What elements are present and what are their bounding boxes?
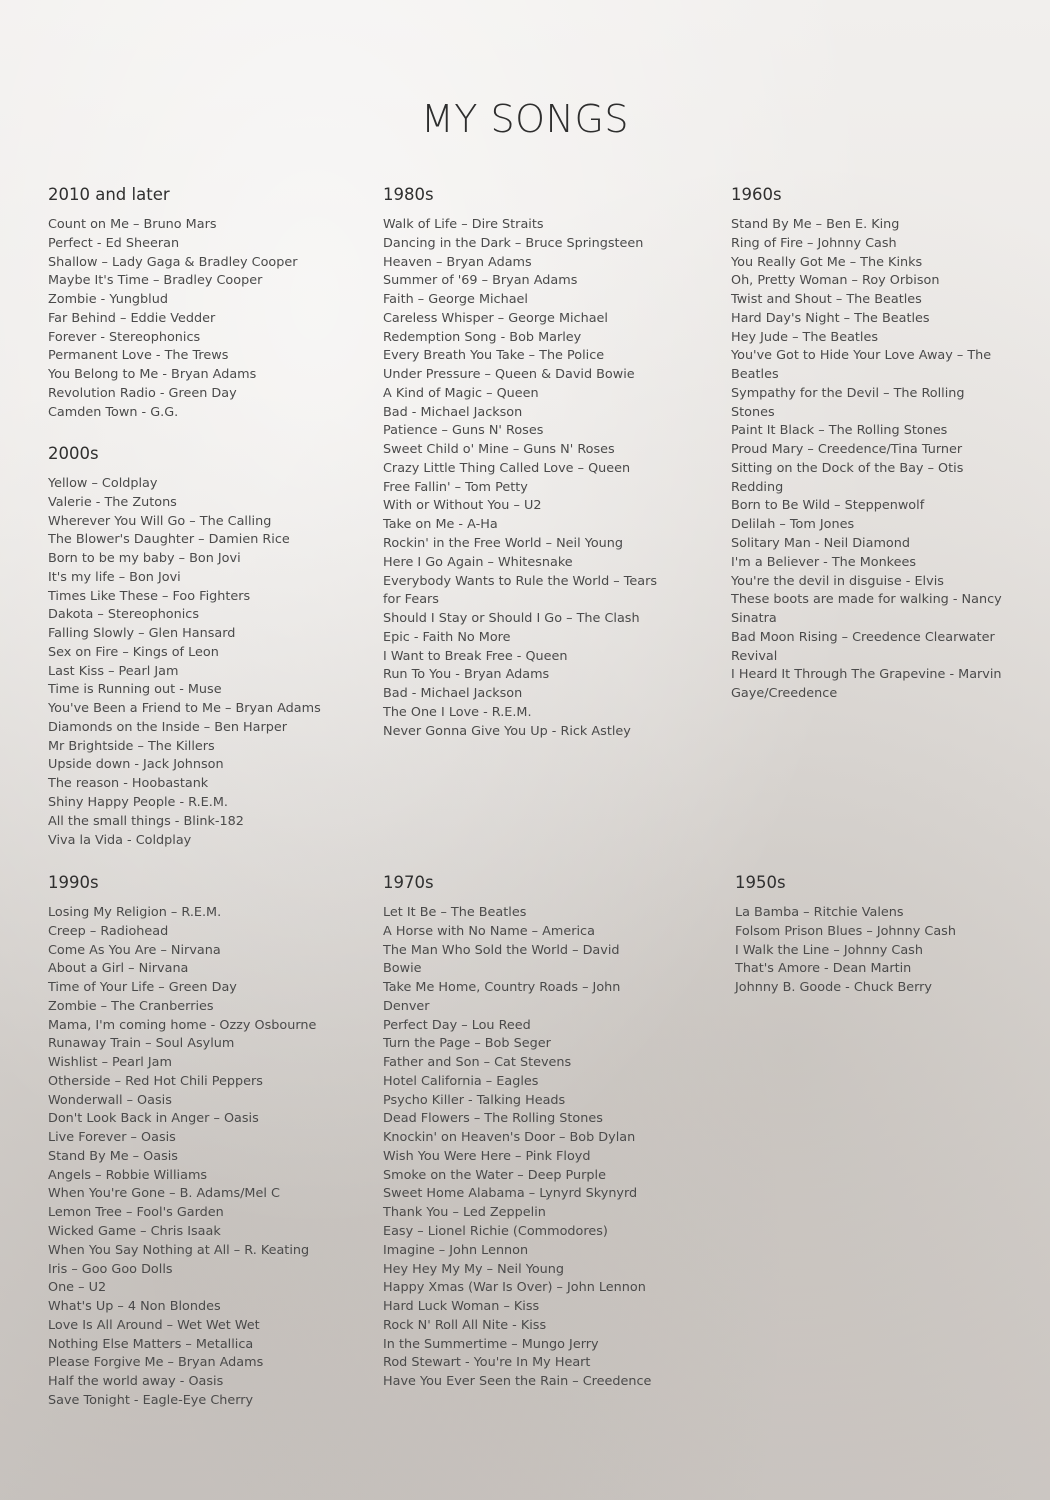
song-item: I'm a Believer - The Monkees	[731, 554, 917, 570]
section-1950s	[735, 872, 1010, 998]
song-item: Let It Be – The Beatles	[383, 905, 527, 920]
song-item: In the Summertime – Mungo Jerry	[383, 1336, 599, 1352]
song-list	[735, 904, 1010, 998]
song-item: Forever - Stereophonics	[48, 329, 201, 345]
section-heading: 1950s	[735, 873, 786, 892]
song-item: Twist and Shout – The Beatles	[731, 292, 922, 308]
song-item: Hotel California – Eagles	[383, 1073, 539, 1089]
song-list	[383, 904, 658, 1392]
song-item: Come As You Are – Nirvana	[48, 942, 221, 958]
section-1990s	[48, 872, 348, 1411]
song-item: Every Breath You Take – The Police	[383, 348, 605, 364]
song-item: Valerie - The Zutons	[48, 494, 177, 510]
song-item: The One I Love - R.E.M.	[383, 704, 532, 720]
song-item: Easy – Lionel Richie (Commodores)	[383, 1224, 608, 1240]
song-item: Run To You - Bryan Adams	[383, 667, 550, 683]
song-item: Far Behind – Eddie Vedder	[48, 310, 216, 326]
song-item: Revolution Radio - Green Day	[48, 385, 237, 401]
song-item: Crazy Little Thing Called Love – Queen	[383, 460, 631, 476]
song-item: Runaway Train – Soul Asylum	[48, 1036, 235, 1052]
section-heading: 2010 and later	[48, 185, 170, 204]
song-item: You Really Got Me – The Kinks	[731, 254, 923, 270]
song-item: Wishlist – Pearl Jam	[48, 1055, 172, 1071]
section-2000s	[48, 443, 348, 850]
song-item: Turn the Page – Bob Seger	[383, 1036, 551, 1052]
song-item: Permanent Love - The Trews	[48, 348, 229, 364]
song-item: Father and Son – Cat Stevens	[383, 1055, 572, 1071]
song-item: Yellow – Coldplay	[48, 476, 158, 491]
song-item: Never Gonna Give You Up - Rick Astley	[383, 723, 631, 739]
song-item: Take on Me - A-Ha	[383, 517, 498, 533]
song-item: When You're Gone – B. Adams/Mel C	[48, 1186, 280, 1202]
song-item: Born to be my baby – Bon Jovi	[48, 551, 241, 567]
song-item: Losing My Religion – R.E.M.	[48, 905, 222, 920]
song-item: Proud Mary – Creedence/Tina Turner	[731, 442, 963, 458]
song-item: Should I Stay or Should I Go – The Clash	[383, 611, 640, 627]
song-list	[48, 216, 348, 422]
song-item: Upside down - Jack Johnson	[48, 757, 224, 773]
song-item: Sweet Child o' Mine – Guns N' Roses	[383, 442, 615, 458]
song-item: Rockin' in the Free World – Neil Young	[383, 536, 623, 552]
song-item: I Heard It Through The Grapevine - Marvin Gaye/Creedence	[731, 667, 1002, 702]
song-item: Rod Stewart - You're In My Heart	[383, 1355, 591, 1371]
song-item: Delilah – Tom Jones	[731, 517, 855, 533]
song-item: Time of Your Life – Green Day	[48, 980, 237, 996]
song-item: A Horse with No Name – America	[383, 923, 595, 939]
song-item: Solitary Man - Neil Diamond	[731, 536, 910, 552]
song-item: When You Say Nothing at All – R. Keating	[48, 1242, 310, 1258]
song-list	[383, 216, 658, 741]
song-item: Under Pressure – Queen & David Bowie	[383, 367, 635, 383]
song-item: Please Forgive Me – Bryan Adams	[48, 1355, 264, 1371]
song-item: Otherside – Red Hot Chili Peppers	[48, 1073, 263, 1089]
song-item: Stand By Me – Ben E. King	[731, 217, 900, 232]
song-list	[48, 904, 348, 1411]
song-list	[48, 475, 348, 850]
song-item: Thank You – Led Zeppelin	[383, 1205, 546, 1221]
song-item: Iris – Goo Goo Dolls	[48, 1261, 173, 1277]
song-item: Summer of '69 – Bryan Adams	[383, 273, 578, 289]
song-item: Rock N' Roll All Nite - Kiss	[383, 1317, 547, 1333]
song-item: You Belong to Me - Bryan Adams	[48, 367, 257, 383]
song-item: Creep – Radiohead	[48, 923, 169, 939]
song-item: Angels – Robbie Williams	[48, 1167, 208, 1183]
song-item: Imagine – John Lennon	[383, 1242, 529, 1258]
song-item: Free Fallin' – Tom Petty	[383, 479, 528, 495]
song-item: Don't Look Back in Anger – Oasis	[48, 1111, 259, 1127]
song-item: Oh, Pretty Woman – Roy Orbison	[731, 273, 940, 289]
song-item: Stand By Me – Oasis	[48, 1148, 178, 1164]
song-item: Mama, I'm coming home - Ozzy Osbourne	[48, 1017, 317, 1033]
song-item: Dancing in the Dark – Bruce Springsteen	[383, 235, 644, 251]
song-item: Careless Whisper – George Michael	[383, 310, 608, 326]
song-item: Last Kiss – Pearl Jam	[48, 663, 179, 679]
song-item: Zombie - Yungblud	[48, 292, 168, 308]
song-item: You've Got to Hide Your Love Away – The Beatles	[731, 348, 992, 383]
section-heading: 2000s	[48, 444, 99, 463]
song-item: You're the devil in disguise - Elvis	[731, 573, 944, 589]
song-item: Bad - Michael Jackson	[383, 404, 523, 420]
song-item: Count on Me – Bruno Mars	[48, 217, 217, 232]
song-item: Live Forever – Oasis	[48, 1130, 176, 1146]
song-item: With or Without You – U2	[383, 498, 542, 514]
song-item: Hard Luck Woman – Kiss	[383, 1299, 540, 1315]
song-item: Epic - Faith No More	[383, 629, 511, 645]
song-item: Wherever You Will Go – The Calling	[48, 513, 272, 529]
song-item: Lemon Tree – Fool's Garden	[48, 1205, 224, 1221]
song-item: Heaven – Bryan Adams	[383, 254, 532, 270]
song-item: Save Tonight - Eagle-Eye Cherry	[48, 1392, 254, 1408]
song-item: Love Is All Around – Wet Wet Wet	[48, 1317, 260, 1333]
song-item: It's my life – Bon Jovi	[48, 569, 181, 585]
song-item: Wicked Game – Chris Isaak	[48, 1224, 221, 1240]
song-item: Take Me Home, Country Roads – John Denver	[383, 980, 621, 1014]
song-item: Viva la Vida - Coldplay	[48, 832, 192, 848]
song-item: All the small things - Blink-182	[48, 813, 244, 829]
song-item: Sex on Fire – Kings of Leon	[48, 644, 219, 660]
song-item: Johnny B. Goode - Chuck Berry	[735, 980, 933, 996]
song-item: Hey Jude – The Beatles	[731, 329, 879, 345]
song-item: Wish You Were Here – Pink Floyd	[383, 1148, 591, 1164]
song-item: What's Up – 4 Non Blondes	[48, 1299, 221, 1315]
song-item: Diamonds on the Inside – Ben Harper	[48, 719, 288, 735]
song-item: Ring of Fire – Johnny Cash	[731, 235, 897, 251]
song-item: Wonderwall – Oasis	[48, 1092, 172, 1108]
song-item: Happy Xmas (War Is Over) – John Lennon	[383, 1280, 646, 1296]
song-item: Sympathy for the Devil – The Rolling Stones	[731, 385, 965, 420]
song-item: Psycho Killer - Talking Heads	[383, 1092, 566, 1108]
section-2010-and-later	[48, 184, 348, 422]
song-item: Dakota – Stereophonics	[48, 607, 200, 623]
song-item: Everybody Wants to Rule the World – Tears for Fears	[383, 573, 658, 608]
song-item: Camden Town - G.G.	[48, 404, 179, 420]
song-item: Faith – George Michael	[383, 292, 528, 308]
song-item: Bad Moon Rising – Creedence Clearwater Revival	[731, 629, 995, 664]
song-item: Hey Hey My My – Neil Young	[383, 1261, 565, 1277]
section-heading: 1960s	[731, 185, 782, 204]
song-item: About a Girl – Nirvana	[48, 961, 189, 977]
song-item: Patience – Guns N' Roses	[383, 423, 544, 439]
song-item: I Want to Break Free - Queen	[383, 648, 568, 664]
song-item: One – U2	[48, 1280, 107, 1296]
section-1960s	[731, 184, 1006, 704]
song-item: Shallow – Lady Gaga & Bradley Cooper	[48, 254, 298, 270]
song-item: Bad - Michael Jackson	[383, 686, 523, 702]
song-item: Falling Slowly – Glen Hansard	[48, 626, 236, 642]
song-item: Here I Go Again – Whitesnake	[383, 554, 573, 570]
song-item: That's Amore - Dean Martin	[735, 961, 912, 977]
song-item: Perfect - Ed Sheeran	[48, 235, 180, 251]
song-item: Folsom Prison Blues – Johnny Cash	[735, 923, 956, 939]
section-heading: 1990s	[48, 873, 99, 892]
song-item: Half the world away - Oasis	[48, 1374, 224, 1390]
song-item: Time is Running out - Muse	[48, 682, 222, 698]
song-item: La Bamba – Ritchie Valens	[735, 905, 904, 920]
song-item: Sitting on the Dock of the Bay – Otis Redding	[731, 460, 964, 495]
song-item: A Kind of Magic – Queen	[383, 385, 539, 401]
section-heading: 1970s	[383, 873, 434, 892]
section-1970s	[383, 872, 658, 1392]
song-item: I Walk the Line – Johnny Cash	[735, 942, 923, 958]
song-item: Have You Ever Seen the Rain – Creedence	[383, 1374, 652, 1390]
song-list	[731, 216, 1006, 704]
song-item: Perfect Day – Lou Reed	[383, 1017, 531, 1033]
song-item: Born to Be Wild – Steppenwolf	[731, 498, 925, 514]
song-item: Mr Brightside – The Killers	[48, 738, 215, 754]
song-item: Hard Day's Night – The Beatles	[731, 310, 930, 326]
song-item: Shiny Happy People - R.E.M.	[48, 795, 228, 811]
song-item: Knockin' on Heaven's Door – Bob Dylan	[383, 1130, 636, 1146]
song-item: Nothing Else Matters – Metallica	[48, 1336, 254, 1352]
song-item: The Blower's Daughter – Damien Rice	[48, 532, 290, 548]
page-title: MY SONGS	[420, 97, 630, 141]
song-item: Zombie – The Cranberries	[48, 998, 214, 1014]
song-item: Smoke on the Water – Deep Purple	[383, 1167, 606, 1183]
song-item: The Man Who Sold the World – David Bowie	[383, 942, 620, 977]
song-item: Maybe It's Time – Bradley Cooper	[48, 273, 263, 289]
song-item: These boots are made for walking - Nancy Sinatra	[731, 592, 1002, 627]
song-item: You've Been a Friend to Me – Bryan Adams	[48, 701, 321, 717]
song-item: The reason - Hoobastank	[48, 776, 209, 792]
song-item: Sweet Home Alabama – Lynyrd Skynyrd	[383, 1186, 638, 1202]
song-item: Paint It Black – The Rolling Stones	[731, 423, 948, 439]
section-1980s	[383, 184, 658, 741]
section-heading: 1980s	[383, 185, 434, 204]
song-item: Walk of Life – Dire Straits	[383, 217, 544, 232]
song-item: Times Like These – Foo Fighters	[48, 588, 251, 604]
song-item: Dead Flowers – The Rolling Stones	[383, 1111, 603, 1127]
song-item: Redemption Song - Bob Marley	[383, 329, 582, 345]
